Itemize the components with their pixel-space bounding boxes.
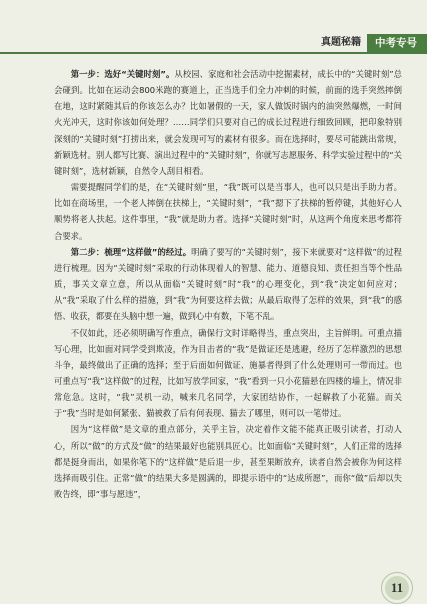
section-tag	[315, 34, 427, 52]
section-tag-exam-issue: 中考专号	[367, 34, 427, 52]
step-one-heading: 第一步：选好“关键时刻”。	[70, 69, 175, 79]
focus-text: 不仅如此，还必须明确写作重点，确保行文时详略得当，重点突出，主旨鲜明。可重点描写心理，比如面对同学受到欺凌，作为目击者的“我”是做证还是逃避，经历了怎样激烈的思想斗争，最终做出了正确的选择；至于后面如何做证、施暴者得到了什么处理则可一带而过。也可重点写“我”这样做”的过程，比如写放学回家，“我”看到一只小花猫悬在四楼的墙上，情况非常危急。这时，“我”灵机一动，喊来几名同学，大家团结协作，一起解救了小花猫。而关于“我”当时是如何紧张、猫被救了后有何表现、猫去了哪里，则可以一笔带过。	[54, 327, 402, 419]
header-rule	[0, 52, 427, 54]
paragraph-reminder	[54, 179, 402, 244]
originality-text: 因为“这样做”是文章的重点部分，关乎主旨，决定着作文能不能真正吸引读者，打动人心，所以“做”的方式及“做”的结果最好也能别具匠心。比如面临“关键时刻”，人们正常的选择都是挺身而出，如果你笔下的“这样做”是后退一步，甚至果断放弃，读者自然会被你为何这样选择而吸引住。正常“做”的结果大多是圆满的，即提示语中的“达成所愿”，而你“做”后却以失败告终，即“事与愿违”，	[54, 424, 402, 500]
step-two-text: 明确了要写的“关键时刻”，接下来就要对“这样做”的过程进行梳理。因为“关键时刻”采取的行动体现着人的智慧、能力、道德良知、责任担当等个性品质，事关文章立意，所以从面临“关键时刻”时“我”的心理变化，到“我”决定如何应对；从“我”采取了什么样的措施，到“我”为何要这样去做；从最后取得了怎样的效果，到“我”的感悟、收获，都要在头脑中想一遍，做到心中有数，下笔不乱。	[54, 246, 402, 322]
page-number: 11	[385, 576, 409, 600]
paragraph-originality	[54, 421, 402, 502]
step-two-heading: 第二步：梳理“这样做”的经过。	[70, 246, 192, 257]
reminder-text: 需要提醒同学们的是，在“关键时刻”里，“我”既可以是当事人，也可以只是出手助力者。比如在商场里，一个老人摔倒在扶梯上，“关键时刻”，“我”摁下了扶梯的暂停键，其他好心人顺势将老人扶起。这件事里，“我”就是助力者。选择“关键时刻”时，从这两个角度来思考都符合要求。	[54, 182, 402, 241]
step-one-text: 从校园、家庭和社会活动中挖掘素材，成长中的“关键时刻”总会碰到。比如在运动会800米跑的赛道上，正当选手们全力冲刺的时候，前面的选手突然摔倒在地，这时紧随其后的你该怎么办？比如暑假的一天，家人做饭时锅内的油突然爆燃，一时间火光冲天，这时你该如何处理？……同学们只要对自己的成长过程进行细致回顾，把印象特别深刻的“关键时刻”打捞出来，就会发现可写的素材有很多。而在选择时，要尽可能跳出常规，新颖选材。别人都写比赛、演出过程中的“关键时刻”，你就写志愿服务、科学实验过程中的“关键时刻”，选材新颖，自然令人刮目相看。	[54, 69, 402, 176]
paragraph-focus	[54, 325, 402, 422]
article-body	[54, 66, 402, 502]
paragraph-step-one	[54, 66, 402, 179]
top-margin	[0, 0, 427, 36]
section-tag-secrets: 真题秘籍	[315, 34, 367, 52]
paragraph-step-two	[54, 244, 402, 325]
